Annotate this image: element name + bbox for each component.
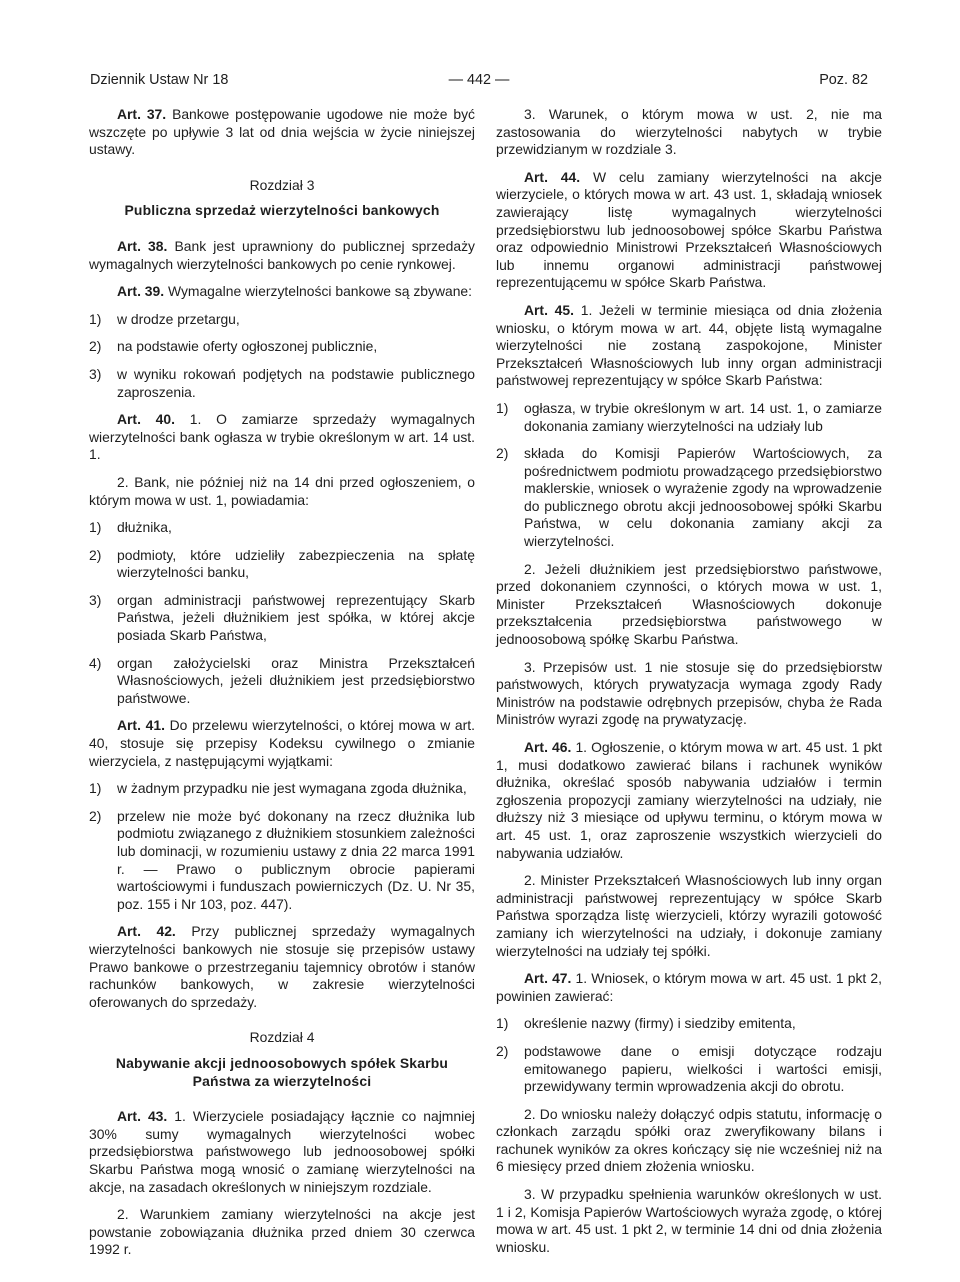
- paragraph: [89, 106, 475, 159]
- list-item: [496, 400, 882, 435]
- list-item: [89, 592, 475, 645]
- paragraph: [496, 169, 882, 292]
- list-number: 3): [89, 591, 102, 608]
- right-column: [496, 106, 882, 1266]
- list-number: 2): [89, 807, 102, 824]
- article-label: Art. 45.: [524, 301, 574, 318]
- article-label: Art. 40.: [117, 411, 175, 428]
- article-label: Art. 41.: [117, 717, 165, 734]
- list-number: 1): [89, 519, 102, 536]
- list-text: przelew nie może być dokonany na rzecz dłużnika lub podmiotu związanego z dłużnikiem stosunkiem zależności lub dominacji, w rozumieniu ustawy z dnia 22 marca 1991 r. — Prawo o publicznym obrocie papierami wartościowymi i funduszach powierniczych (Dz. U. Nr 35, poz. 155 i Nr 103, poz. 447).: [117, 807, 475, 912]
- list-text: w drodze przetargu,: [117, 310, 240, 327]
- list-item: [89, 780, 475, 798]
- paragraph: [89, 1108, 475, 1196]
- paragraph-text: 1. Jeżeli w terminie miesiąca od dnia złożenia wniosku, o którym mowa w art. 44, objęte listą wymagalne wierzytelności nie zostaną zaspokojone, Minister Przekształceń Własnościowych lub inny organ administracji państwowej reprezentujący w spółce Skarb Państwa:: [496, 301, 882, 389]
- chapter-number: Rozdział 4: [249, 1029, 315, 1046]
- page-number: — 442 —: [448, 72, 510, 88]
- article-label: Art. 44.: [524, 168, 581, 185]
- paragraph: [89, 411, 475, 464]
- list-text: określenie nazwy (firmy) i siedziby emitenta,: [524, 1015, 796, 1032]
- chapter-title: Publiczna sprzedaż wierzytelności bankowych: [124, 202, 440, 219]
- paragraph: [89, 717, 475, 770]
- paragraph-text: 3. Przepisów ust. 1 nie stosuje się do przedsiębiorstw państwowych, których prywatyzacja wymaga zgody Rady Ministrów na podstawie odrębnych przepisów, chyba że Rada Ministrów wyrazi zgodę na prywatyzację.: [496, 658, 882, 728]
- list-item: [89, 311, 475, 329]
- paragraph: [496, 106, 882, 159]
- article-label: Art. 37.: [117, 106, 167, 122]
- list-text: organ założycielski oraz Ministra Przekształceń Własnościowych, jeżeli dłużnikiem jest przedsiębiorstwo państwowe.: [117, 654, 475, 706]
- paragraph-text: 1. Wniosek, o którym mowa w art. 45 ust. 1 pkt 2, powinien zawierać:: [496, 970, 882, 1004]
- list-text: podmioty, które udzieliły zabezpieczenia na spłatę wierzytelności banku,: [117, 546, 475, 581]
- list-number: 1): [89, 780, 102, 797]
- paragraph-text: Bankowe postępowanie ugodowe nie może być wszczęte po upływie 3 lat od dnia wejścia w życie niniejszej ustawy.: [89, 106, 476, 158]
- list-number: 2): [89, 338, 102, 355]
- article-label: Art. 47.: [524, 970, 572, 987]
- list-number: 1): [496, 1015, 509, 1032]
- list-item: [496, 1015, 882, 1033]
- paragraph-text: W celu zamiany wierzytelności na akcje wierzyciele, o których mowa w art. 43 ust. 1, składają wniosek zawierający listę wymagalnych wierzytelności przedsiębiorstwu lub jednoosobowej spółce Skarbu Państwa oraz odpowiednio Ministrowi Przekształceń Własnościowych lub innemu organowi administracji państwowej reprezentującemu w spółce Skarb Państwa.: [496, 168, 882, 291]
- paragraph-text: Wymagalne wierzytelności bankowe są zbywane:: [164, 283, 473, 300]
- paragraph-text: Bank jest uprawniony do publicznej sprzedaży wymagalnych wierzytelności bankowych po cenie rynkowej.: [89, 237, 476, 272]
- list-item: [89, 519, 475, 537]
- chapter-number: Rozdział 3: [249, 176, 315, 193]
- article-label: Art. 43.: [117, 1108, 168, 1125]
- paragraph: [89, 238, 475, 273]
- paragraph-text: 2. Bank, nie później niż na 14 dni przed ogłoszeniem, o którym mowa w ust. 1, powiadamia:: [89, 473, 475, 508]
- list-item: [89, 808, 475, 914]
- position-number: Poz. 82: [819, 72, 868, 88]
- list-item: [496, 1043, 882, 1096]
- list-number: 2): [89, 546, 102, 563]
- paragraph: [496, 970, 882, 1005]
- list-text: w wyniku rokowań podjętych na podstawie publicznego zaproszenia.: [117, 365, 475, 400]
- left-column: [89, 106, 475, 1269]
- list-item: [89, 655, 475, 708]
- list-item: [89, 547, 475, 582]
- paragraph-text: Przy publicznej sprzedaży wymagalnych wierzytelności bankowych nie stosuje się przepisów ustawy Prawo bankowe o przestrzeganiu tajemnicy obrotów i stanów rachunków bankowych, w zakresie wierzytelności oferowanych do sprzedaży.: [89, 923, 476, 1010]
- paragraph-text: 2. Jeżeli dłużnikiem jest przedsiębiorstwo państwowe, przed dokonaniem czynności, o których mowa w ust. 1, Minister Przekształceń Własnościowych dokonuje przekształcenia przedsiębiorstwa państwowego w jednoosobową spółkę Skarbu Państwa.: [496, 560, 882, 648]
- paragraph: [496, 561, 882, 649]
- paragraph-text: 2. Warunkiem zamiany wierzytelności na akcje jest powstanie zobowiązania dłużnika przed dniem 30 czerwca 1992 r.: [89, 1206, 475, 1258]
- paragraph-text: 3. W przypadku spełnienia warunków określonych w ust. 1 i 2, Komisja Papierów Wartościowych wyraża zgodę, o której mowa w art. 45 ust. 1 pkt 2, w terminie 14 dni od dnia złożenia wniosku.: [496, 1186, 882, 1255]
- paragraph-text: 3. Warunek, o którym mowa w ust. 2, nie ma zastosowania do wierzytelności nabytych w trybie przewidzianym w rozdziale 3.: [496, 106, 882, 158]
- list-number: 1): [496, 399, 509, 416]
- paragraph-text: 2. Do wniosku należy dołączyć odpis statutu, informację o członkach zarządu spółki oraz zweryfikowany bilans i rachunek wyników za okres kończący się nie wcześniej niż na 6 miesięcy przed dniem złożenia wniosku.: [496, 1105, 882, 1175]
- list-text: w żadnym przypadku nie jest wymagana zgoda dłużnika,: [117, 780, 467, 797]
- list-item: [496, 445, 882, 551]
- paragraph: [89, 283, 475, 301]
- list-text: składa do Komisji Papierów Wartościowych, za pośrednictwem podmiotu prowadzącego przedsiębiorstwo maklerskie, wniosek o wyrażenie zgody na wprowadzenie do publicznego obrotu akcji jednoosobowej spółki Skarbu Państwa, w celu dokonania zamiany akcji za wierzytelności.: [524, 445, 882, 550]
- list-number: 3): [89, 365, 102, 382]
- paragraph: [496, 1186, 882, 1256]
- paragraph-text: 2. Minister Przekształceń Własnościowych lub inny organ administracji państwowej reprezentujący w spółce Skarb Państwa sporządza listę wierzycieli, którzy wyrazili gotowość zamiany ich wierzytelności na udziały, i dokonuje zamiany wierzytelności na udziały tej spółki.: [496, 872, 882, 959]
- list-text: ogłasza, w trybie określonym w art. 14 ust. 1, o zamiarze dokonania zamiany wierzytelności na udziały lub: [524, 399, 882, 434]
- article-label: Art. 38.: [117, 237, 168, 254]
- list-number: 2): [496, 445, 509, 462]
- paragraph: [496, 872, 882, 960]
- paragraph: [89, 474, 475, 509]
- page-header: [90, 70, 868, 90]
- paragraph-text: 1. Wierzyciele posiadający łącznie co najmniej 30% sumy wymagalnych wierzytelności wobec przedsiębiorstwa państwowego lub jednoosobowej spółki Skarbu Państwa mogą wnosić o zamianę wierzytelności na akcje, na zasadach określonych w niniejszym rozdziale.: [89, 1108, 476, 1195]
- list-number: 4): [89, 654, 102, 671]
- list-number: 2): [496, 1042, 509, 1059]
- list-item: [89, 366, 475, 401]
- paragraph: [496, 302, 882, 390]
- journal-title: Dziennik Ustaw Nr 18: [90, 72, 229, 88]
- article-label: Art. 42.: [117, 923, 176, 940]
- paragraph: [496, 739, 882, 862]
- paragraph: [496, 1106, 882, 1176]
- list-text: dłużnika,: [117, 519, 172, 536]
- list-text: podstawowe dane o emisji dotyczące rodzaju emitowanego papieru, wielkości i wartości emisji, przewidywany termin wprowadzenia akcji do obrotu.: [524, 1042, 882, 1095]
- list-text: organ administracji państwowej reprezentujący Skarb Państwa, jeżeli dłużnikiem jest spółka, w której akcje posiada Skarb Państwa,: [117, 591, 475, 644]
- paragraph-text: 1. Ogłoszenie, o którym mowa w art. 45 ust. 1 pkt 1, musi dodatkowo zawierać bilans i rachunek wyników dłużnika, określać sposób nabywania udziałów i termin zgłoszenia propozycji zamiany wierzytelności na udziały, nie dłuższy niż 3 miesiące od upływu terminu, o którym mowa w art. 45 ust. 1, oraz zaproszenie wszystkich wierzycieli do nabywania udziałów.: [496, 739, 883, 861]
- paragraph: [89, 923, 475, 1011]
- paragraph-text: Do przelewu wierzytelności, o której mowa w art. 40, stosuje się przepisy Kodeksu cywilnego o zmianie wierzyciela, z następującymi wyjątkami:: [89, 717, 476, 769]
- paragraph: [89, 1206, 475, 1259]
- list-number: 1): [89, 310, 102, 327]
- paragraph-text: 1. O zamiarze sprzedaży wymagalnych wierzytelności bank ogłasza w trybie określonym w art. 14 ust. 1.: [89, 411, 475, 463]
- article-label: Art. 46.: [524, 739, 572, 755]
- list-item: [89, 338, 475, 356]
- article-label: Art. 39.: [117, 283, 165, 300]
- list-text: na podstawie oferty ogłoszonej publicznie,: [117, 338, 378, 355]
- chapter-title: Nabywanie akcji jednoosobowych spółek Skarbu Państwa za wierzytelności: [115, 1054, 449, 1089]
- paragraph: [496, 659, 882, 729]
